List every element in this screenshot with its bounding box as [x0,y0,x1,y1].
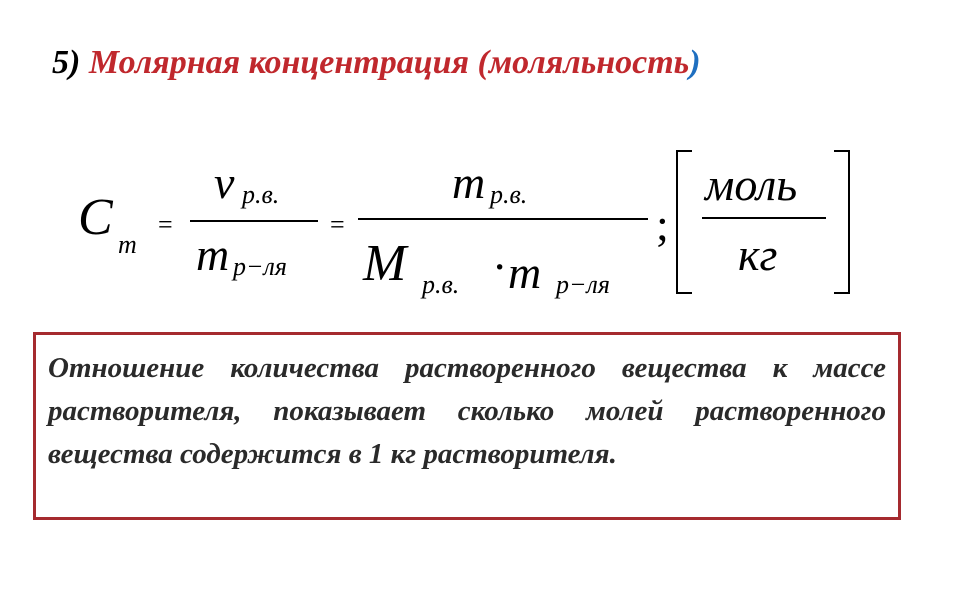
frac1-numerator: ν [214,157,235,208]
unit-bar [702,217,826,219]
formula-equals-1: = [158,210,173,239]
frac2-denominator-mass-sub: р−ля [556,270,610,299]
title-number: 5) [52,44,81,81]
frac2-denominator-m-molar-sub: р.в. [422,270,460,299]
frac2-numerator-sub: р.в. [490,180,528,209]
frac1-bar [190,220,318,222]
unit-numerator: моль [705,159,798,210]
formula-equals-2: = [330,210,345,239]
frac2-numerator: m [452,157,486,208]
frac1-denominator: m [196,229,230,280]
frac2-bar [358,218,648,220]
frac1-denominator-sub: р−ля [233,252,287,281]
slide-title [52,46,701,80]
formula-separator: ; [656,199,669,250]
title-text: Молярная концентрация (моляльность [88,44,690,81]
definition-box [33,332,901,520]
unit-right-bracket [834,150,850,294]
unit-left-bracket [676,150,692,294]
formula-symbol-sub: m [118,230,137,259]
title-closing-paren: ) [689,44,701,81]
frac2-denominator-mass: m [508,247,542,298]
definition-text: Отношение количества растворенного вещества к массе растворителя, показывает сколько молей растворенного вещества содержится в 1 кг растворителя. [48,352,886,470]
frac2-denominator-m-molar: M [363,235,407,292]
formula-symbol-c: C [78,189,113,246]
unit-denominator: кг [738,229,778,280]
frac1-numerator-sub: р.в. [242,180,280,209]
frac2-denominator-dot: · [492,241,508,292]
